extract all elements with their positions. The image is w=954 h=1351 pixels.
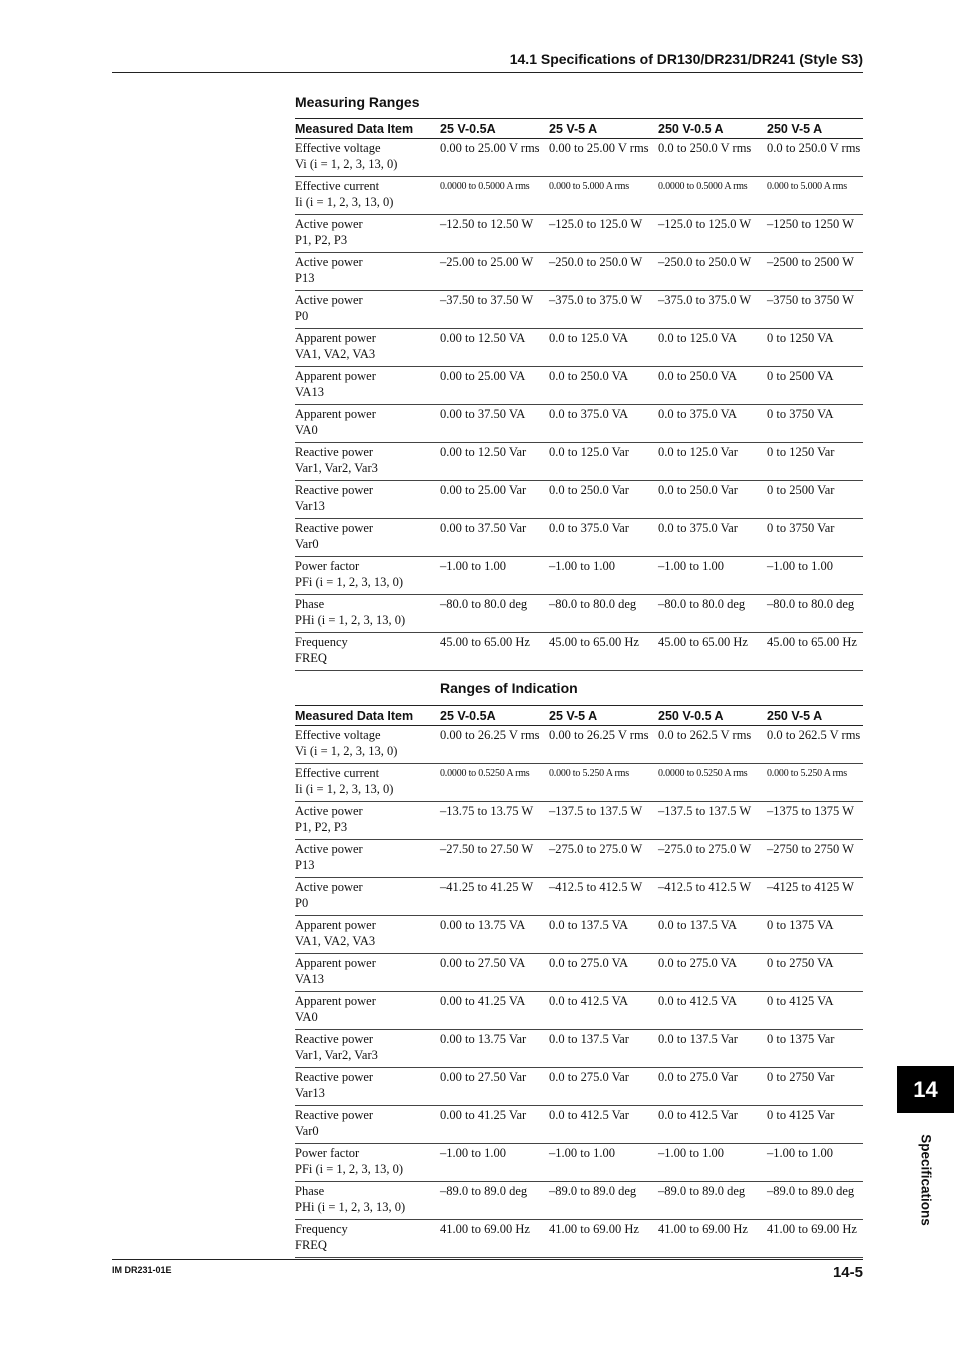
range-value-cell: 0.0 to 125.0 Var <box>549 443 658 481</box>
range-value-cell: 0.00 to 12.50 Var <box>440 443 549 481</box>
measured-item-cell <box>295 253 440 291</box>
page-header-title: 14.1 Specifications of DR130/DR231/DR241 (Style S3) <box>509 51 863 67</box>
column-header: 250 V-5 A <box>767 119 863 139</box>
range-value-cell: –2500 to 2500 W <box>767 253 863 291</box>
range-value-cell: 0 to 2500 Var <box>767 481 863 519</box>
table-row <box>295 139 863 177</box>
column-header: 25 V-0.5A <box>440 119 549 139</box>
table-row <box>295 595 863 633</box>
item-name: Reactive power <box>295 1032 374 1046</box>
table-row <box>295 177 863 215</box>
range-value-cell: 0.0 to 412.5 Var <box>658 1106 767 1144</box>
range-value-cell: –1.00 to 1.00 <box>767 1144 863 1182</box>
range-value-cell: 45.00 to 65.00 Hz <box>549 633 658 671</box>
table-header-row <box>295 706 863 726</box>
range-value-cell: 0.0 to 250.0 V rms <box>767 139 863 177</box>
range-value-cell: –1250 to 1250 W <box>767 215 863 253</box>
range-value-cell: –375.0 to 375.0 W <box>658 291 767 329</box>
table-row <box>295 557 863 595</box>
table-row <box>295 253 863 291</box>
item-name: Apparent power <box>295 918 376 932</box>
item-name: Active power <box>295 880 363 894</box>
range-value-cell: –275.0 to 275.0 W <box>549 840 658 878</box>
range-value-cell: 0.0 to 412.5 Var <box>549 1106 658 1144</box>
footer-divider <box>112 1259 863 1260</box>
chapter-number: 14 <box>913 1076 938 1102</box>
item-name: Active power <box>295 255 363 269</box>
table-row <box>295 992 863 1030</box>
range-value-cell: 0 to 1375 VA <box>767 916 863 954</box>
item-symbol: VA1, VA2, VA3 <box>295 933 376 948</box>
range-value-cell: 0.00 to 25.00 V rms <box>549 139 658 177</box>
range-value-cell: 0.00 to 41.25 Var <box>440 1106 549 1144</box>
range-value-cell: 0.0 to 125.0 Var <box>658 443 767 481</box>
range-value-cell: 0.0 to 137.5 Var <box>658 1030 767 1068</box>
range-value-cell: 0 to 2750 VA <box>767 954 863 992</box>
range-value-cell: –80.0 to 80.0 deg <box>767 595 863 633</box>
range-value-cell: –1.00 to 1.00 <box>440 557 549 595</box>
measured-item-cell <box>295 840 440 878</box>
measured-item-cell <box>295 992 440 1030</box>
range-value-cell: 0.000 to 5.000 A rms <box>767 177 863 215</box>
item-name: Frequency <box>295 1222 348 1236</box>
range-value-cell: –80.0 to 80.0 deg <box>440 595 549 633</box>
item-symbol: Ii (i = 1, 2, 3, 13, 0) <box>295 781 394 796</box>
item-symbol: FREQ <box>295 650 327 665</box>
range-value-cell: –137.5 to 137.5 W <box>549 802 658 840</box>
range-value-cell: 41.00 to 69.00 Hz <box>440 1220 549 1258</box>
range-value-cell: 0.00 to 37.50 Var <box>440 519 549 557</box>
table-row <box>295 367 863 405</box>
item-symbol: Ii (i = 1, 2, 3, 13, 0) <box>295 194 394 209</box>
measured-item-cell <box>295 878 440 916</box>
item-name: Phase <box>295 1184 325 1198</box>
item-symbol: PFi (i = 1, 2, 3, 13, 0) <box>295 574 404 589</box>
measured-item-cell <box>295 557 440 595</box>
measured-item-cell <box>295 1068 440 1106</box>
range-value-cell: 0 to 3750 VA <box>767 405 863 443</box>
range-value-cell: –89.0 to 89.0 deg <box>549 1182 658 1220</box>
table-row <box>295 878 863 916</box>
item-symbol: Var1, Var2, Var3 <box>295 460 378 475</box>
table-row <box>295 954 863 992</box>
range-value-cell: 0.0 to 262.5 V rms <box>767 726 863 764</box>
range-value-cell: 0.0 to 375.0 VA <box>549 405 658 443</box>
item-symbol: VA1, VA2, VA3 <box>295 346 376 361</box>
range-value-cell: –1.00 to 1.00 <box>440 1144 549 1182</box>
range-value-cell: 0.00 to 25.00 V rms <box>440 139 549 177</box>
item-name: Apparent power <box>295 956 376 970</box>
range-value-cell: 0.0 to 137.5 VA <box>549 916 658 954</box>
table-row <box>295 1144 863 1182</box>
column-header: 25 V-5 A <box>549 119 658 139</box>
document-id: IM DR231-01E <box>112 1265 172 1275</box>
item-name: Reactive power <box>295 521 374 535</box>
range-value-cell: –1.00 to 1.00 <box>549 557 658 595</box>
item-name: Reactive power <box>295 483 374 497</box>
measured-item-cell <box>295 215 440 253</box>
range-value-cell: 41.00 to 69.00 Hz <box>658 1220 767 1258</box>
item-symbol: FREQ <box>295 1237 327 1252</box>
table-row <box>295 1182 863 1220</box>
table-row <box>295 1220 863 1258</box>
range-value-cell: 0.0 to 250.0 Var <box>549 481 658 519</box>
range-value-cell: 0.0000 to 0.5000 A rms <box>440 177 549 215</box>
item-symbol: Var0 <box>295 536 319 551</box>
range-value-cell: 0.00 to 13.75 VA <box>440 916 549 954</box>
range-value-cell: 0.0 to 275.0 Var <box>549 1068 658 1106</box>
item-symbol: PHi (i = 1, 2, 3, 13, 0) <box>295 1199 406 1214</box>
column-header: Measured Data Item <box>295 706 440 726</box>
column-header: 25 V-0.5A <box>440 706 549 726</box>
table-row <box>295 916 863 954</box>
item-name: Active power <box>295 217 363 231</box>
range-value-cell: 0.0 to 125.0 VA <box>549 329 658 367</box>
item-name: Apparent power <box>295 331 376 345</box>
range-value-cell: 0.0 to 412.5 VA <box>549 992 658 1030</box>
item-name: Reactive power <box>295 445 374 459</box>
table-row <box>295 291 863 329</box>
range-value-cell: 0 to 1250 VA <box>767 329 863 367</box>
item-name: Frequency <box>295 635 348 649</box>
item-symbol: P13 <box>295 857 315 872</box>
table-row <box>295 1068 863 1106</box>
range-value-cell: 45.00 to 65.00 Hz <box>658 633 767 671</box>
chapter-tab <box>897 1066 954 1113</box>
range-value-cell: 0.00 to 41.25 VA <box>440 992 549 1030</box>
item-name: Active power <box>295 804 363 818</box>
range-value-cell: 0.0 to 375.0 Var <box>549 519 658 557</box>
measured-item-cell <box>295 177 440 215</box>
measured-item-cell <box>295 1144 440 1182</box>
measured-item-cell <box>295 519 440 557</box>
range-value-cell: 41.00 to 69.00 Hz <box>549 1220 658 1258</box>
table-row <box>295 802 863 840</box>
range-value-cell: –412.5 to 412.5 W <box>549 878 658 916</box>
measured-item-cell <box>295 764 440 802</box>
range-value-cell: –275.0 to 275.0 W <box>658 840 767 878</box>
item-symbol: VA0 <box>295 1009 318 1024</box>
range-value-cell: 45.00 to 65.00 Hz <box>440 633 549 671</box>
range-value-cell: 0.0 to 250.0 Var <box>658 481 767 519</box>
item-name: Apparent power <box>295 407 376 421</box>
table-row <box>295 1106 863 1144</box>
range-value-cell: 0 to 3750 Var <box>767 519 863 557</box>
table-row <box>295 726 863 764</box>
range-value-cell: –89.0 to 89.0 deg <box>767 1182 863 1220</box>
measured-item-cell <box>295 367 440 405</box>
range-value-cell: 0.000 to 5.000 A rms <box>549 177 658 215</box>
page-number: 14-5 <box>832 1264 863 1281</box>
item-name: Effective current <box>295 179 380 193</box>
range-value-cell: 0.0 to 250.0 VA <box>549 367 658 405</box>
range-value-cell: 0.0000 to 0.5250 A rms <box>658 764 767 802</box>
item-name: Reactive power <box>295 1108 374 1122</box>
range-value-cell: 0.0 to 375.0 Var <box>658 519 767 557</box>
range-value-cell: –250.0 to 250.0 W <box>658 253 767 291</box>
item-name: Apparent power <box>295 369 376 383</box>
range-value-cell: 0 to 1250 Var <box>767 443 863 481</box>
range-value-cell: –27.50 to 27.50 W <box>440 840 549 878</box>
range-value-cell: –137.5 to 137.5 W <box>658 802 767 840</box>
measured-item-cell <box>295 916 440 954</box>
column-header: 250 V-0.5 A <box>658 706 767 726</box>
range-value-cell: 0.0 to 250.0 VA <box>658 367 767 405</box>
range-value-cell: 0.000 to 5.250 A rms <box>549 764 658 802</box>
measured-item-cell <box>295 443 440 481</box>
ranges-of-indication-title: Ranges of Indication <box>440 680 578 696</box>
range-value-cell: –250.0 to 250.0 W <box>549 253 658 291</box>
item-symbol: Vi (i = 1, 2, 3, 13, 0) <box>295 743 398 758</box>
item-symbol: PHi (i = 1, 2, 3, 13, 0) <box>295 612 406 627</box>
range-value-cell: –1.00 to 1.00 <box>549 1144 658 1182</box>
item-name: Reactive power <box>295 1070 374 1084</box>
range-value-cell: –89.0 to 89.0 deg <box>440 1182 549 1220</box>
range-value-cell: 0.00 to 13.75 Var <box>440 1030 549 1068</box>
table-row <box>295 405 863 443</box>
measured-item-cell <box>295 1182 440 1220</box>
range-value-cell: 0.00 to 26.25 V rms <box>549 726 658 764</box>
range-value-cell: 0.00 to 37.50 VA <box>440 405 549 443</box>
table-row <box>295 519 863 557</box>
range-value-cell: 0.00 to 25.00 Var <box>440 481 549 519</box>
range-value-cell: 0.0 to 250.0 V rms <box>658 139 767 177</box>
range-value-cell: –25.00 to 25.00 W <box>440 253 549 291</box>
range-value-cell: –125.0 to 125.0 W <box>658 215 767 253</box>
range-value-cell: –13.75 to 13.75 W <box>440 802 549 840</box>
measured-item-cell <box>295 481 440 519</box>
range-value-cell: 0.0 to 375.0 VA <box>658 405 767 443</box>
item-symbol: P13 <box>295 270 315 285</box>
range-value-cell: –2750 to 2750 W <box>767 840 863 878</box>
chapter-side-title: Specifications <box>918 1134 934 1226</box>
range-value-cell: 0.0 to 275.0 Var <box>658 1068 767 1106</box>
ranges-of-indication-table <box>295 705 863 1258</box>
column-header: Measured Data Item <box>295 119 440 139</box>
range-value-cell: –80.0 to 80.0 deg <box>549 595 658 633</box>
range-value-cell: 0.00 to 27.50 VA <box>440 954 549 992</box>
item-name: Effective current <box>295 766 380 780</box>
item-name: Effective voltage <box>295 728 381 742</box>
measured-item-cell <box>295 139 440 177</box>
range-value-cell: –41.25 to 41.25 W <box>440 878 549 916</box>
item-symbol: Var1, Var2, Var3 <box>295 1047 378 1062</box>
measured-item-cell <box>295 329 440 367</box>
range-value-cell: 0.00 to 12.50 VA <box>440 329 549 367</box>
range-value-cell: 0 to 4125 VA <box>767 992 863 1030</box>
range-value-cell: 0 to 4125 Var <box>767 1106 863 1144</box>
measured-item-cell <box>295 595 440 633</box>
item-symbol: Var13 <box>295 1085 325 1100</box>
item-symbol: Var0 <box>295 1123 319 1138</box>
range-value-cell: 0 to 2750 Var <box>767 1068 863 1106</box>
range-value-cell: 41.00 to 69.00 Hz <box>767 1220 863 1258</box>
range-value-cell: –80.0 to 80.0 deg <box>658 595 767 633</box>
table-row <box>295 764 863 802</box>
range-value-cell: 0 to 1375 Var <box>767 1030 863 1068</box>
measuring-ranges-table <box>295 118 863 671</box>
item-name: Active power <box>295 293 363 307</box>
range-value-cell: –37.50 to 37.50 W <box>440 291 549 329</box>
measured-item-cell <box>295 633 440 671</box>
table-header-row <box>295 119 863 139</box>
column-header: 250 V-0.5 A <box>658 119 767 139</box>
table-row <box>295 215 863 253</box>
range-value-cell: –125.0 to 125.0 W <box>549 215 658 253</box>
item-symbol: P1, P2, P3 <box>295 819 348 834</box>
table-row <box>295 840 863 878</box>
item-symbol: Var13 <box>295 498 325 513</box>
measured-item-cell <box>295 1106 440 1144</box>
measured-item-cell <box>295 954 440 992</box>
range-value-cell: 0.0 to 412.5 VA <box>658 992 767 1030</box>
range-value-cell: –4125 to 4125 W <box>767 878 863 916</box>
range-value-cell: –89.0 to 89.0 deg <box>658 1182 767 1220</box>
range-value-cell: 0.0 to 275.0 VA <box>658 954 767 992</box>
range-value-cell: 0.0 to 275.0 VA <box>549 954 658 992</box>
item-name: Phase <box>295 597 325 611</box>
header-divider <box>112 72 863 73</box>
range-value-cell: 0.0 to 137.5 Var <box>549 1030 658 1068</box>
item-symbol: P0 <box>295 308 309 323</box>
table-row <box>295 633 863 671</box>
item-symbol: PFi (i = 1, 2, 3, 13, 0) <box>295 1161 404 1176</box>
range-value-cell: –1375 to 1375 W <box>767 802 863 840</box>
item-symbol: Vi (i = 1, 2, 3, 13, 0) <box>295 156 398 171</box>
item-name: Power factor <box>295 1146 360 1160</box>
range-value-cell: –412.5 to 412.5 W <box>658 878 767 916</box>
range-value-cell: 0.0000 to 0.5000 A rms <box>658 177 767 215</box>
range-value-cell: 45.00 to 65.00 Hz <box>767 633 863 671</box>
table-row <box>295 329 863 367</box>
measuring-ranges-title: Measuring Ranges <box>295 94 420 110</box>
item-symbol: P1, P2, P3 <box>295 232 348 247</box>
measured-item-cell <box>295 291 440 329</box>
column-header: 250 V-5 A <box>767 706 863 726</box>
item-name: Effective voltage <box>295 141 381 155</box>
column-header: 25 V-5 A <box>549 706 658 726</box>
table-row <box>295 1030 863 1068</box>
range-value-cell: 0.0 to 137.5 VA <box>658 916 767 954</box>
range-value-cell: 0.0000 to 0.5250 A rms <box>440 764 549 802</box>
range-value-cell: 0.00 to 27.50 Var <box>440 1068 549 1106</box>
range-value-cell: 0.000 to 5.250 A rms <box>767 764 863 802</box>
item-name: Apparent power <box>295 994 376 1008</box>
range-value-cell: –1.00 to 1.00 <box>658 557 767 595</box>
range-value-cell: 0.0 to 262.5 V rms <box>658 726 767 764</box>
item-name: Power factor <box>295 559 360 573</box>
range-value-cell: –3750 to 3750 W <box>767 291 863 329</box>
table-row <box>295 443 863 481</box>
range-value-cell: 0 to 2500 VA <box>767 367 863 405</box>
item-name: Active power <box>295 842 363 856</box>
range-value-cell: –1.00 to 1.00 <box>767 557 863 595</box>
range-value-cell: 0.00 to 26.25 V rms <box>440 726 549 764</box>
measured-item-cell <box>295 1220 440 1258</box>
measured-item-cell <box>295 1030 440 1068</box>
range-value-cell: –12.50 to 12.50 W <box>440 215 549 253</box>
item-symbol: VA0 <box>295 422 318 437</box>
item-symbol: P0 <box>295 895 309 910</box>
measured-item-cell <box>295 726 440 764</box>
table-row <box>295 481 863 519</box>
range-value-cell: 0.0 to 125.0 VA <box>658 329 767 367</box>
item-symbol: VA13 <box>295 384 324 399</box>
range-value-cell: –375.0 to 375.0 W <box>549 291 658 329</box>
range-value-cell: –1.00 to 1.00 <box>658 1144 767 1182</box>
item-symbol: VA13 <box>295 971 324 986</box>
measured-item-cell <box>295 405 440 443</box>
range-value-cell: 0.00 to 25.00 VA <box>440 367 549 405</box>
measured-item-cell <box>295 802 440 840</box>
